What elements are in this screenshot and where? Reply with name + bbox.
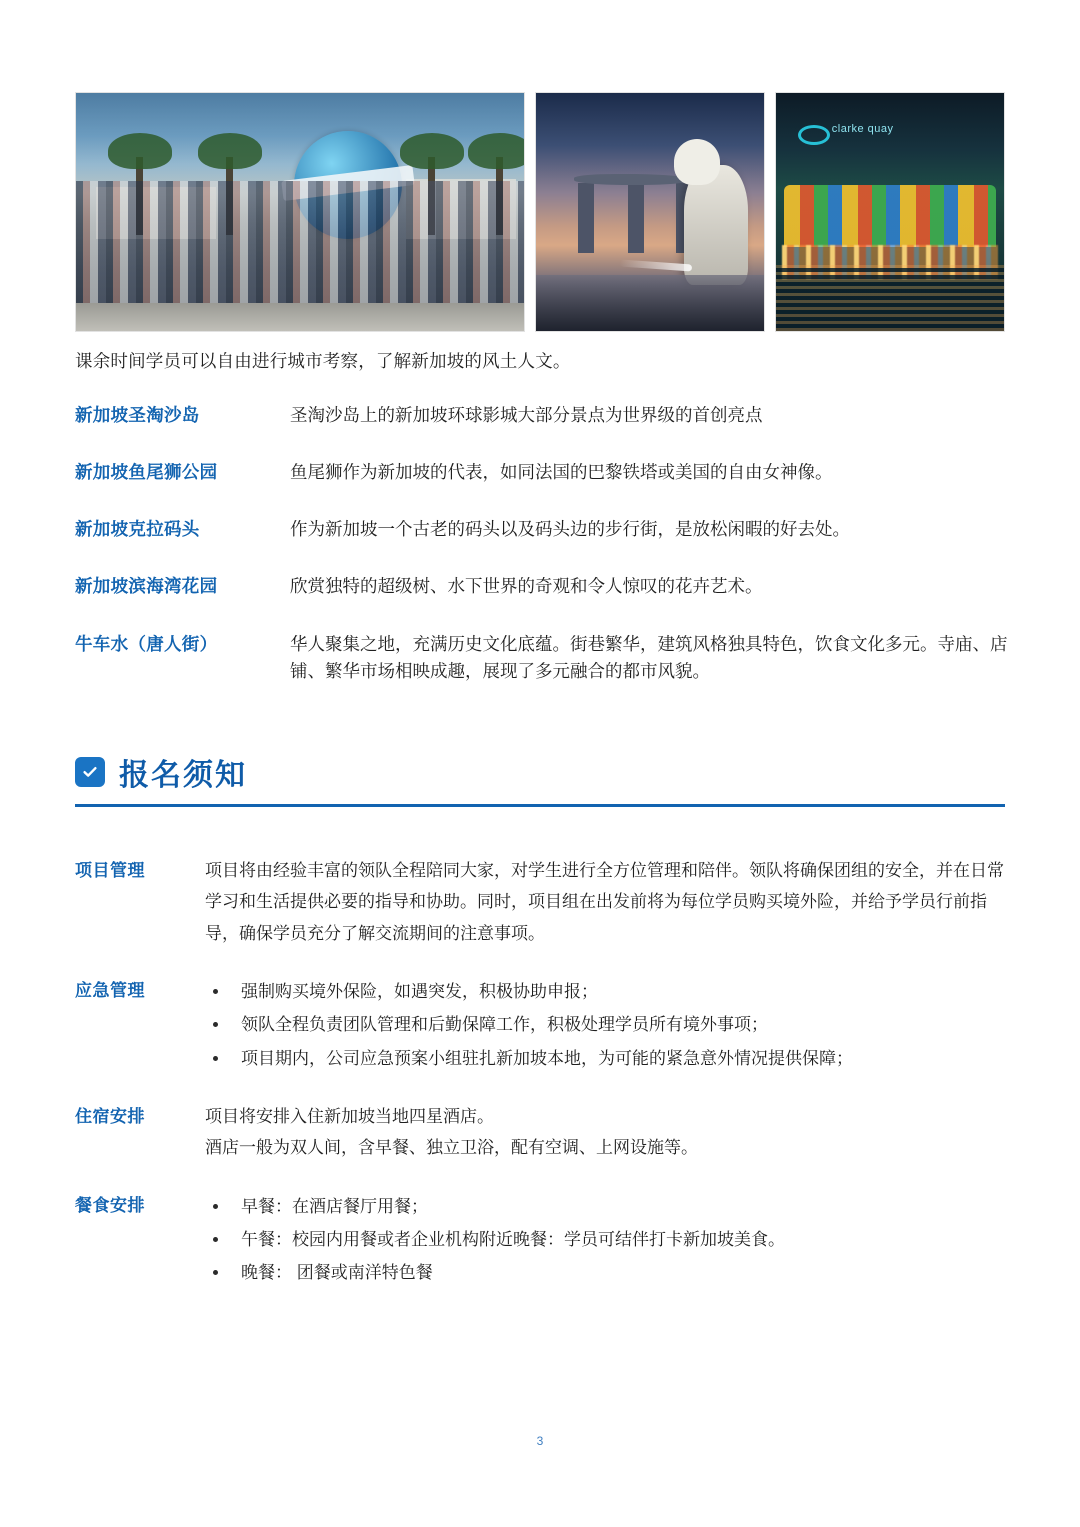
attraction-name: 新加坡克拉码头 [75,519,200,540]
bay-water [536,275,764,331]
notice-list [75,855,1010,1315]
intro-text: 课余时间学员可以自由进行城市考察，了解新加坡的风土人文。 [75,351,571,371]
notice-body [205,1101,1010,1164]
merlion-water-spray [620,259,692,271]
notice-row-accommodation [75,1101,1010,1164]
attraction-name: 新加坡滨海湾花园 [75,576,218,597]
notice-bullet-list [205,1190,1010,1289]
attraction-desc: 华人聚集之地，充满历史文化底蕴。街巷繁华，建筑风格独具特色，饮食文化多元。寺庙、店铺、繁华市场相映成趣，展现了多元融合的都市风貌。 [290,633,1008,681]
attraction-name: 新加坡圣淘沙岛 [75,405,200,425]
notice-line: 酒店一般为双人间，含早餐、独立卫浴，配有空调、上网设施等。 [205,1138,698,1158]
notice-body [205,1190,1010,1289]
attraction-row [75,631,1010,685]
marina-bay-sands-skypark [574,174,692,185]
notice-bullet-item: 强制购买境外保险，如遇突发，积极协助申报； [205,975,1010,1008]
attraction-name: 牛车水（唐人街） [75,633,218,654]
section-title: 报名须知 [119,759,247,792]
clarke-quay-sign-text: clarke quay [831,123,894,135]
notice-bullet-item: 领队全程负责团队管理和后勤保障工作，积极处理学员所有境外事项； [205,1008,1010,1041]
section-divider [75,804,1005,807]
notice-bullet-list [205,975,1010,1074]
attraction-desc: 欣赏独特的超级树、水下世界的奇观和令人惊叹的花卉艺术。 [290,576,763,597]
notice-line: 项目将安排入住新加坡当地四星酒店。 [205,1106,494,1126]
notice-bullet-item: 项目期内，公司应急预案小组驻扎新加坡本地，为可能的紧急意外情况提供保障； [205,1042,1010,1075]
section-heading-inner [75,750,1005,804]
photo-strip [75,92,1005,332]
photo-clarke-quay-night [775,92,1005,332]
notice-label: 应急管理 [75,981,145,1001]
attraction-row [75,516,1010,543]
marina-bay-sands-tower [578,183,594,253]
notice-body [205,975,1010,1074]
attraction-row [75,573,1010,600]
attraction-desc: 圣淘沙岛上的新加坡环球影城大部分景点为世界级的首创亮点 [290,405,763,425]
page-number: 3 [536,1434,544,1448]
attraction-name: 新加坡鱼尾狮公园 [75,462,218,483]
attraction-row [75,459,1010,486]
photo-universal-studios-group [75,92,525,332]
attraction-desc: 作为新加坡一个古老的码头以及码头边的步行街，是放松闲暇的好去处。 [290,519,850,540]
notice-bullet-item: 早餐：在酒店餐厅用餐； [205,1190,1010,1223]
notice-label: 餐食安排 [75,1195,145,1215]
check-circle-icon [75,757,105,787]
notice-bullet-item: 午餐：校园内用餐或者企业机构附近晚餐：学员可结伴打卡新加坡美食。 [205,1223,1010,1256]
notice-row-meals [75,1190,1010,1289]
notice-row-project-management [75,855,1010,949]
notice-row-emergency-management [75,975,1010,1074]
section-heading [75,750,1005,807]
attraction-list [75,402,1010,715]
attraction-row [75,402,1010,429]
notice-bullet-item: 晚餐： 团餐或南洋特色餐 [205,1256,1010,1289]
marina-bay-sands-tower [628,183,644,253]
notice-label: 项目管理 [75,861,145,880]
notice-label: 住宿安排 [75,1106,145,1126]
clarke-quay-logo-icon [798,125,830,145]
plaza-ground [76,303,524,331]
photo-merlion-marina-bay [535,92,765,332]
singapore-river-water [776,265,1004,331]
attraction-desc: 鱼尾狮作为新加坡的代表，如同法国的巴黎铁塔或美国的自由女神像。 [290,462,833,483]
notice-paragraph: 项目将由经验丰富的领队全程陪同大家，对学生进行全方位管理和陪伴。领队将确保团组的安全，并在日常学习和生活提供必要的指导和协助。同时，项目组在出发前将为每位学员购买境外险，并给予学员行前指导，确保学员充分了解交流期间的注意事项。 [205,861,1004,943]
merlion-statue [684,165,748,285]
quay-canopy [784,185,996,247]
notice-body [205,855,1010,949]
